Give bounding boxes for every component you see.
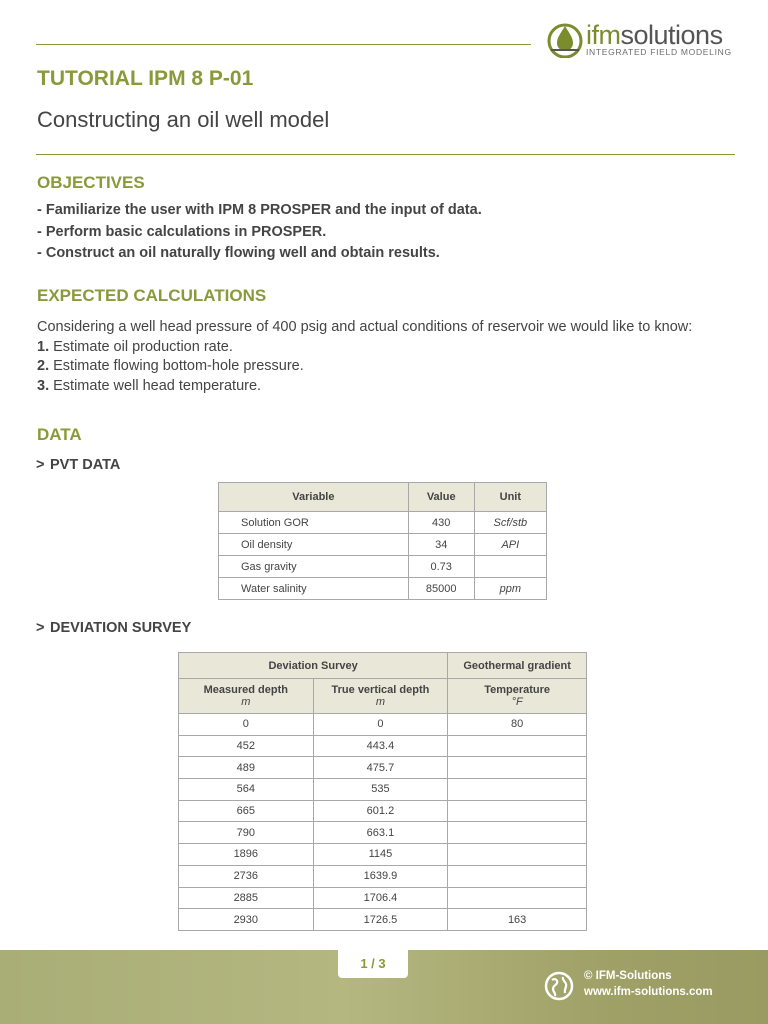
table-row: 790 663.1 [179, 822, 587, 844]
pvt-table [218, 482, 547, 600]
objective-item: - Perform basic calculations in PROSPER. [37, 223, 327, 240]
column-header: Variable [219, 483, 409, 512]
header-rule [36, 44, 531, 45]
globe-icon [544, 971, 574, 1001]
table-header-row [179, 679, 587, 714]
logo-tagline: INTEGRATED FIELD MODELING [586, 47, 732, 57]
calc-item: 1. Estimate oil production rate. [37, 338, 233, 355]
column-header: Value [408, 483, 474, 512]
table-row: 2885 1706.4 [179, 887, 587, 909]
chevron-right-icon: > [36, 620, 45, 636]
group-header: Deviation Survey [179, 653, 448, 679]
title-divider [36, 154, 735, 155]
table-header-row [219, 483, 547, 512]
table-row: 2930 1726.5 163 [179, 909, 587, 931]
table-row: 564 535 [179, 779, 587, 801]
calc-item: 3. Estimate well head temperature. [37, 377, 262, 394]
calc-intro: Considering a well head pressure of 400 psig and actual conditions of reservoir we would like to know: [37, 319, 693, 335]
data-heading: DATA [37, 425, 82, 444]
table-row: Solution GOR 430 Scf/stb [219, 512, 547, 534]
ifm-logo [546, 18, 746, 60]
table-row: 665 601.2 [179, 800, 587, 822]
deviation-survey-table [178, 652, 587, 931]
objective-item: - Familiarize the user with IPM 8 PROSPER and the input of data. [37, 202, 482, 218]
logo-wordmark: ifmsolutions [586, 20, 723, 50]
column-header: Measured depth m [179, 679, 314, 714]
oil-drop-logo-icon [546, 20, 584, 58]
website-link[interactable]: www.ifm-solutions.com [584, 986, 713, 998]
column-header: True vertical depth m [313, 679, 448, 714]
table-row: 489 475.7 [179, 757, 587, 779]
expected-calculations-body [37, 318, 692, 396]
objectives-heading: OBJECTIVES [37, 173, 145, 192]
column-header: Unit [474, 483, 546, 512]
table-row: 1896 1145 [179, 844, 587, 866]
group-header: Geothermal gradient [448, 653, 587, 679]
calc-item: 2. Estimate flowing bottom-hole pressure. [37, 358, 304, 374]
table-row: Oil density 34 API [219, 534, 547, 556]
chevron-right-icon: > [36, 457, 45, 473]
table-row: 0 0 80 [179, 714, 587, 736]
table-group-header-row [179, 653, 587, 679]
pvt-data-heading: > PVT DATA [36, 457, 121, 473]
table-row: Water salinity 85000 ppm [219, 578, 547, 600]
table-row: Gas gravity 0.73 [219, 556, 547, 578]
page-number-badge: 1 / 3 [338, 950, 408, 978]
page-title: Constructing an oil well model [37, 107, 330, 132]
table-row: 2736 1639.9 [179, 865, 587, 887]
objective-item: - Construct an oil naturally flowing well and obtain results. [37, 245, 440, 261]
copyright-text: © IFM-Solutions [584, 970, 672, 982]
deviation-survey-heading: > DEVIATION SURVEY [36, 620, 192, 636]
expected-calculations-heading: EXPECTED CALCULATIONS [37, 286, 267, 305]
tutorial-title: TUTORIAL IPM 8 P-01 [37, 67, 254, 90]
column-header: Temperature °F [448, 679, 587, 714]
objectives-list [37, 200, 482, 265]
table-row: 452 443.4 [179, 735, 587, 757]
footer-contact [584, 968, 713, 1000]
